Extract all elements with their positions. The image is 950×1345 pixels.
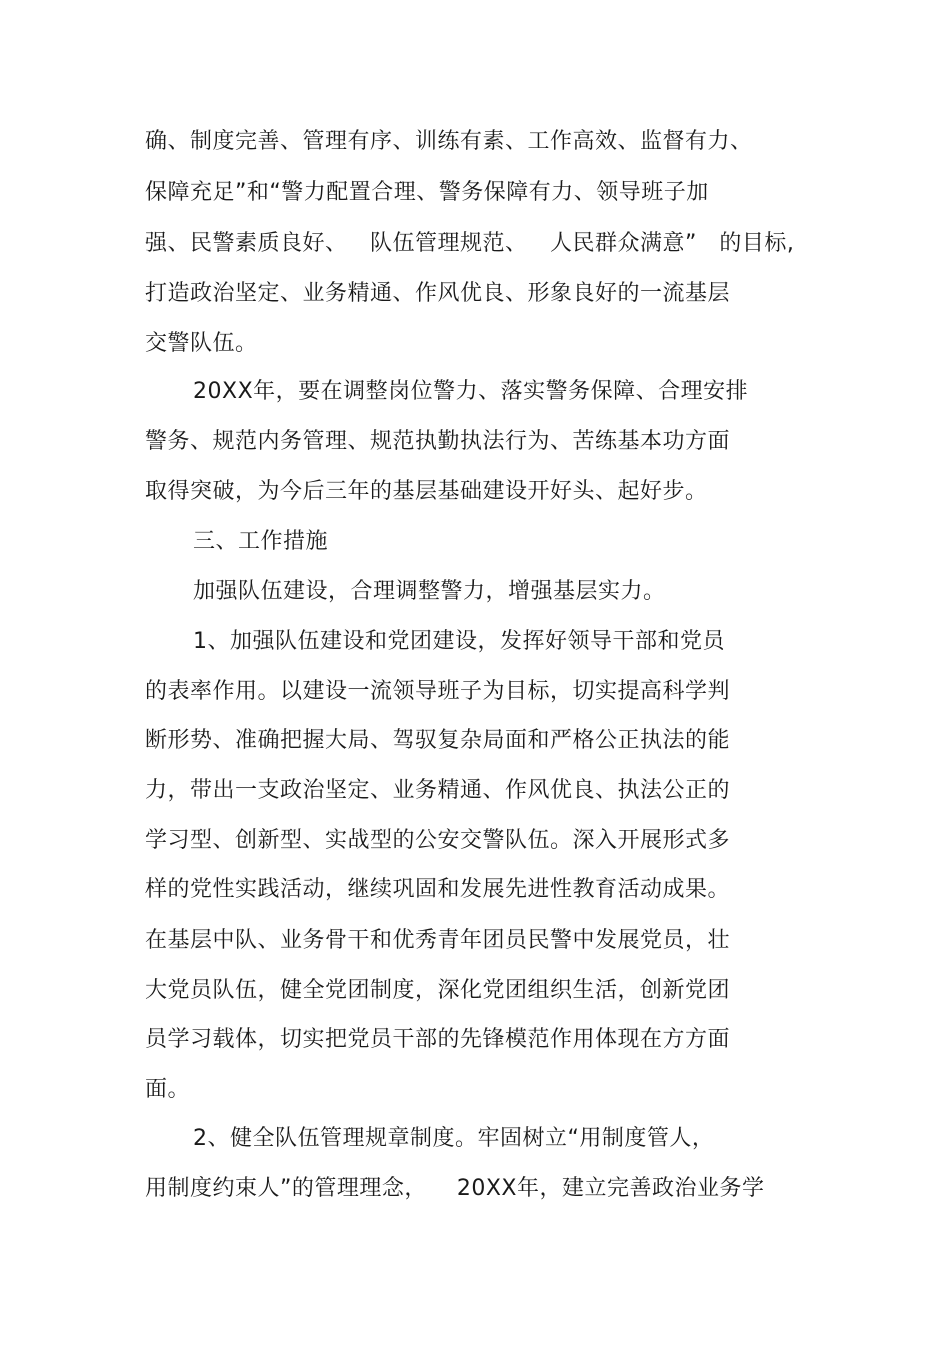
text-line: 力，带出一支政治坚定、业务精通、作风优良、执法公正的 [145, 778, 731, 803]
text-line: 断形势、准确把握大局、驾驭复杂局面和严格公正执法的能 [145, 728, 731, 753]
text-line: 打造政治坚定、业务精通、作风优良、形象良好的一流基层 [145, 281, 731, 306]
paragraph-start-line: 20XX年，要在调整岗位警力、落实警务保障、合理安排 [193, 379, 749, 404]
text-line: 的表率作用。以建设一流领导班子为目标，切实提高科学判 [145, 679, 731, 704]
paragraph-start-line: 加强队伍建设，合理调整警力，增强基层实力。 [193, 579, 666, 604]
text-line: 用制度约束人”的管理理念， 20XX年，建立完善政治业务学 [145, 1176, 765, 1201]
section-heading: 三、工作措施 [193, 529, 329, 554]
text-line: 学习型、创新型、实战型的公安交警队伍。深入开展形式多 [145, 828, 731, 853]
text-line: 强、民警素质良好、 队伍管理规范、 人民群众满意” 的目标, [145, 231, 795, 256]
text-line: 大党员队伍，健全党团制度，深化党团组织生活，创新党团 [145, 978, 731, 1003]
paragraph-start-line: 1、加强队伍建设和党团建设，发挥好领导干部和党员 [193, 629, 725, 654]
paragraph-start-line: 2、健全队伍管理规章制度。牢固树立“用制度管人， [193, 1126, 715, 1151]
text-line: 面。 [145, 1077, 191, 1102]
text-line: 保障充足”和“警力配置合理、警务保障有力、领导班子加 [145, 180, 709, 205]
text-line: 警务、规范内务管理、规范执勤执法行为、苦练基本功方面 [145, 429, 731, 454]
text-line: 确、制度完善、管理有序、训练有素、工作高效、监督有力、 [145, 129, 753, 154]
text-line: 员学习载体，切实把党员干部的先锋模范作用体现在方方面 [145, 1027, 731, 1052]
text-line: 交警队伍。 [145, 331, 258, 356]
text-line: 样的党性实践活动，继续巩固和发展先进性教育活动成果。 [145, 877, 731, 902]
text-line: 在基层中队、业务骨干和优秀青年团员民警中发展党员，壮 [145, 928, 731, 953]
text-line: 取得突破，为今后三年的基层基础建设开好头、起好步。 [145, 479, 708, 504]
